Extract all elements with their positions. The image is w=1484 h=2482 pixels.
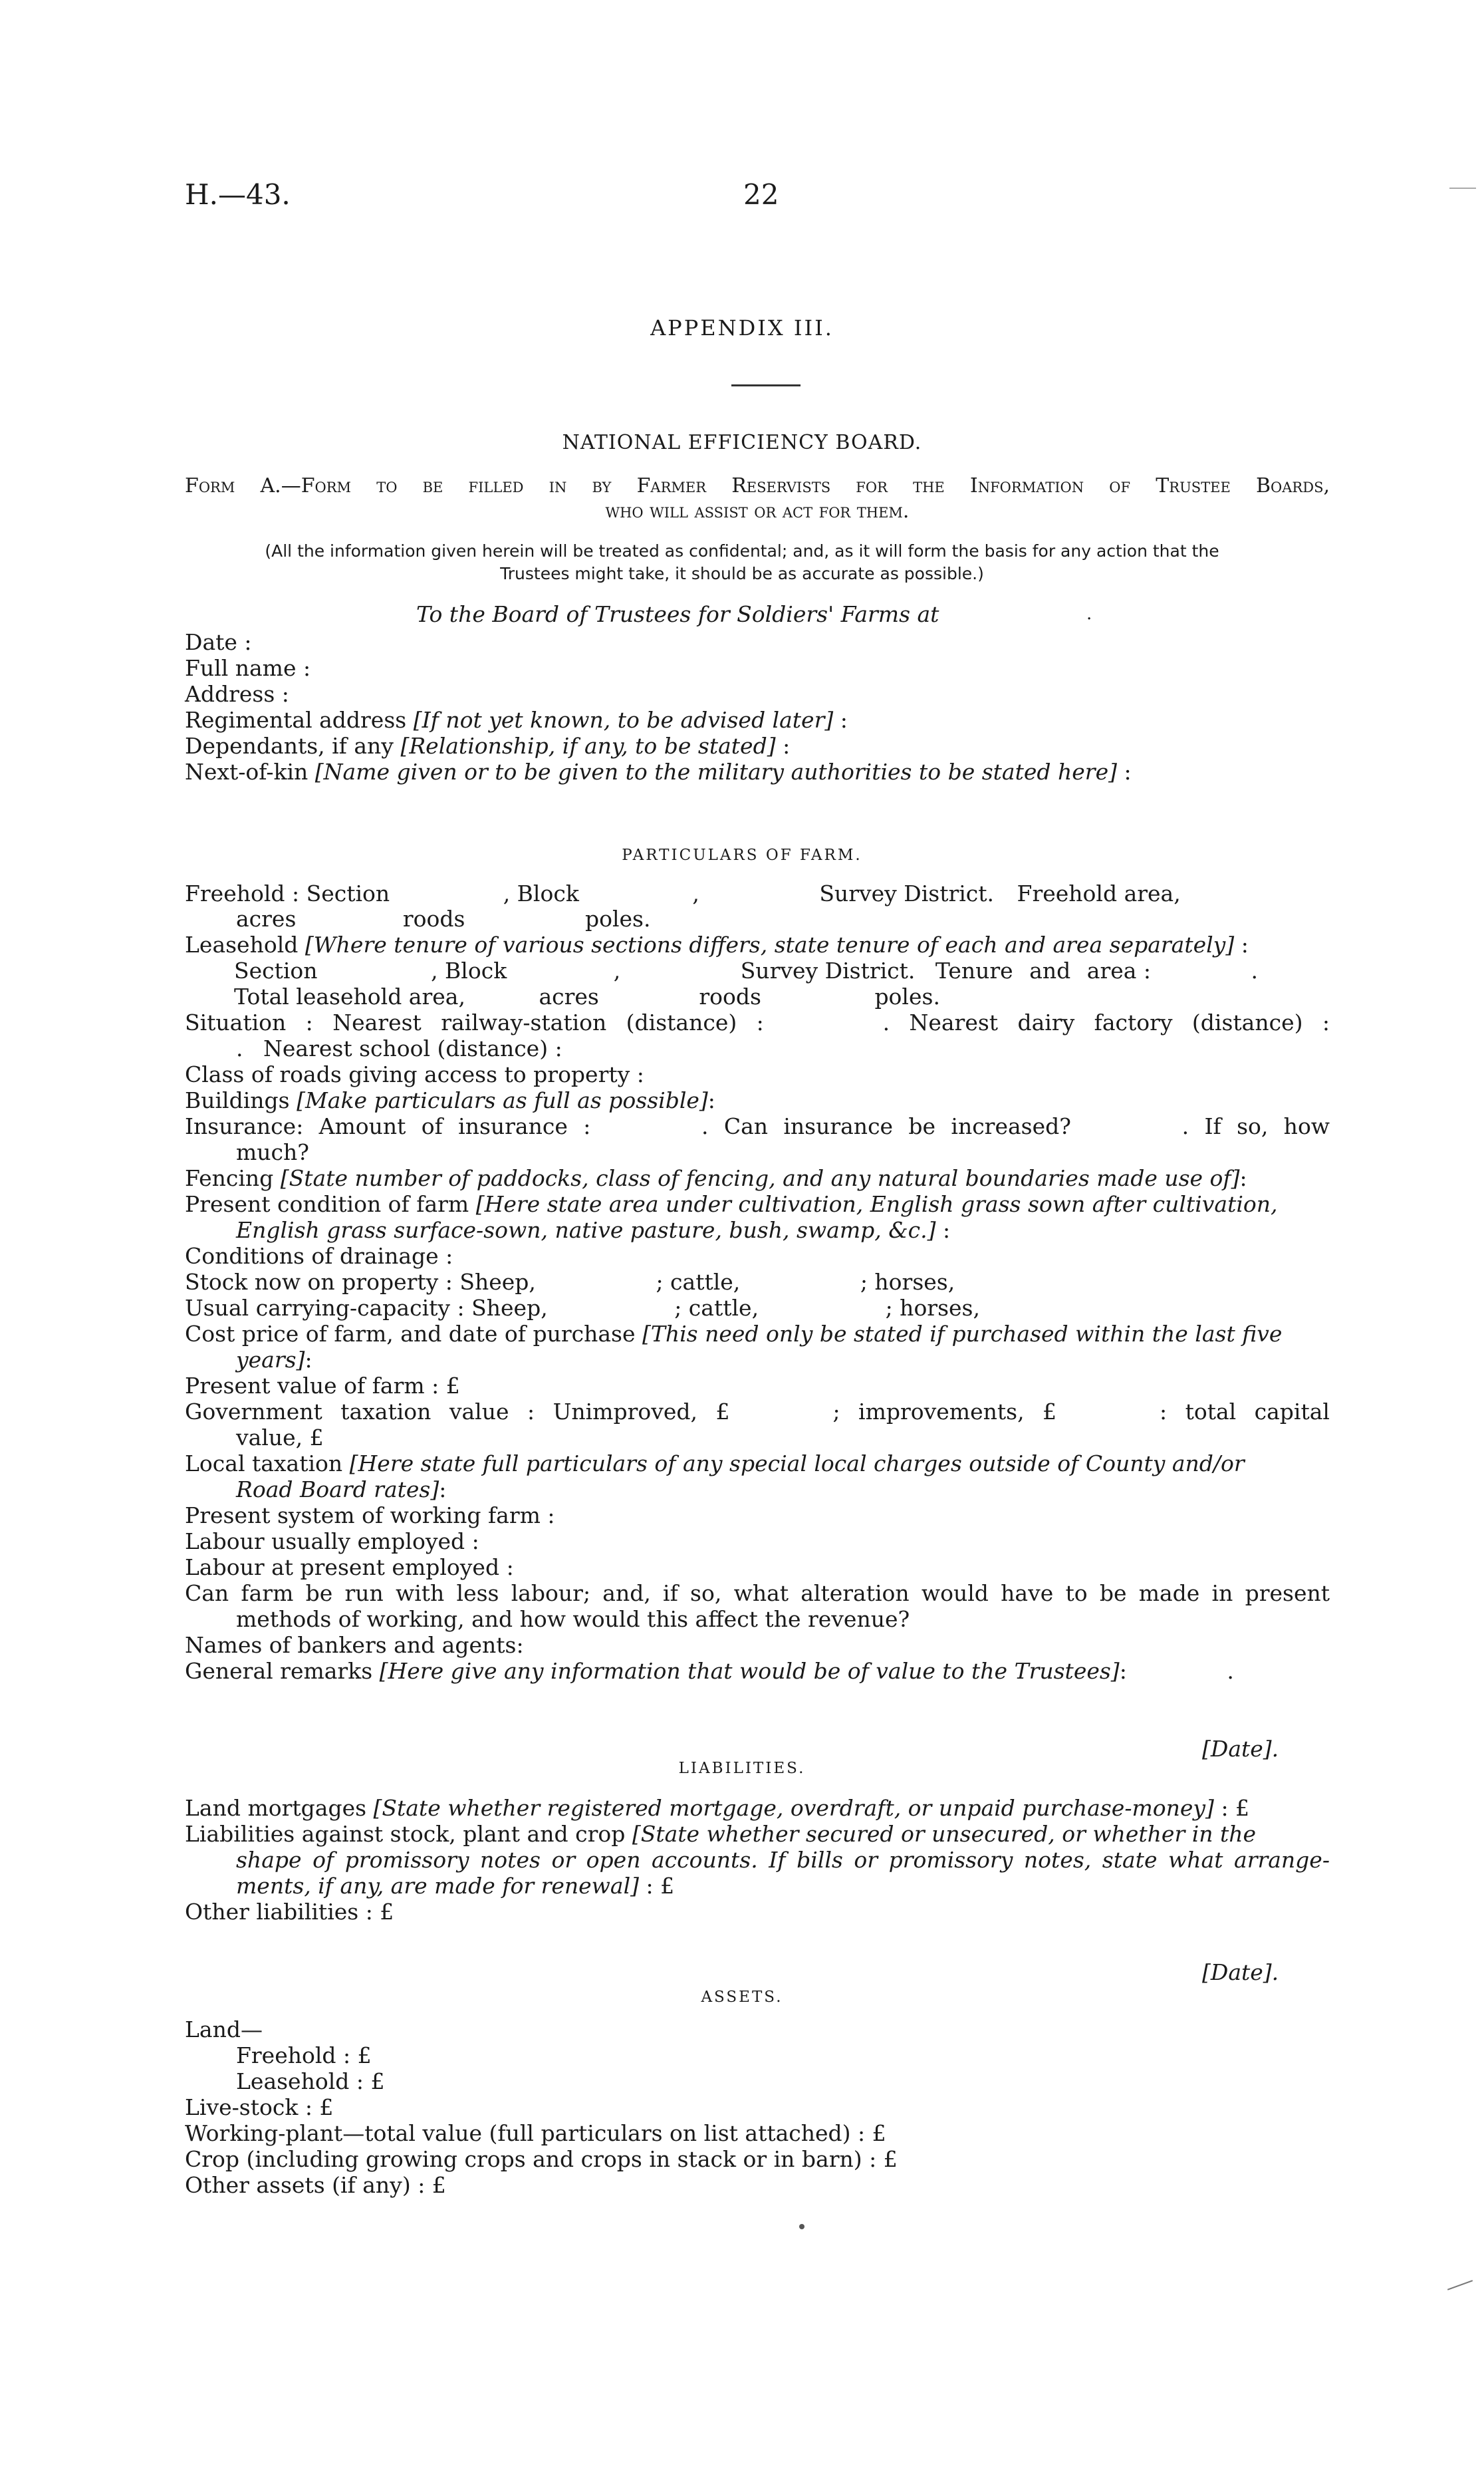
assets-freehold-field: Freehold : £: [236, 2042, 372, 2068]
cost-colon: :: [305, 1347, 312, 1373]
stock-horses: ; horses,: [860, 1269, 955, 1295]
regimental-colon: :: [840, 707, 848, 733]
leasehold-survey-district: Survey District.: [740, 958, 916, 984]
situation-school-line: [236, 1035, 562, 1062]
carrying-line: [185, 1295, 980, 1321]
freehold-acres: acres: [236, 906, 297, 932]
leasehold-dot: .: [1251, 958, 1259, 984]
carrying-sheep: Sheep,: [471, 1295, 548, 1321]
scan-mark-bottom-right: [1447, 2280, 1473, 2290]
page-number: 22: [743, 178, 779, 211]
appendix-title: APPENDIX III.: [650, 315, 834, 341]
mortgages-pound: : £: [1221, 1795, 1250, 1821]
remarks-colon: :: [1119, 1658, 1127, 1684]
against-pound: : £: [646, 1873, 675, 1899]
leasehold-area-line: [234, 984, 940, 1010]
freehold-area: Freehold area,: [1017, 881, 1181, 906]
leasehold-acres: acres: [539, 984, 599, 1010]
bankers-field: Names of bankers and agents:: [185, 1632, 524, 1658]
address-field: Address :: [185, 681, 289, 707]
cost-note: [This need only be stated if purchased within the last five: [642, 1321, 1283, 1347]
stock-liabilities-field: [185, 1821, 1256, 1848]
confidentiality-note-line-2: Trustees might take, it should be as accurate as possible.): [500, 564, 984, 583]
regimental-note: [If not yet known, to be advised later]: [413, 707, 834, 733]
stock-sheep: Sheep,: [459, 1269, 536, 1295]
condition-label: Present condition of farm: [185, 1191, 469, 1217]
particulars-heading: PARTICULARS OF FARM.: [622, 847, 862, 864]
insurance-much: much?: [236, 1139, 309, 1165]
confidentiality-note-line-1: (All the information given herein will be treated as confidental; and, as it will form the basis for any action that the: [265, 541, 1219, 561]
school-dot: .: [236, 1035, 243, 1061]
dependants-label: Dependants, if any: [185, 733, 394, 759]
insurance-if-so: If so, how: [1204, 1113, 1330, 1139]
general-remarks-field: [185, 1658, 1234, 1685]
mortgages-note: [State whether registered mortgage, overdraft, or unpaid purchase-money]: [373, 1795, 1214, 1821]
working-plant-field: Working-plant—total value (full particulars on list attached) : £: [185, 2120, 886, 2146]
leasehold-label: Leasehold: [185, 932, 299, 958]
insurance-dot-1: .: [701, 1113, 709, 1139]
cost-field-cont: [236, 1347, 312, 1373]
insurance-increase: Can insurance be increased?: [723, 1113, 1071, 1139]
dependants-field: [185, 733, 790, 759]
cost-label: Cost price of farm, and date of purchase: [185, 1321, 636, 1347]
buildings-colon: :: [707, 1087, 715, 1113]
stock-cattle: ; cattle,: [656, 1269, 741, 1295]
stock-liabilities-note-2: shape of promissory notes or open accounts. If bills or promissory notes, state what arrange-: [236, 1847, 1330, 1873]
dependants-colon: :: [783, 733, 791, 759]
condition-field: [185, 1191, 1278, 1218]
addressee-line: To the Board of Trustees for Soldiers' Farms at: [416, 601, 939, 627]
dependants-note: [Relationship, if any, to be stated]: [400, 733, 776, 759]
remarks-dot: .: [1227, 1658, 1234, 1684]
freehold-survey-district: Survey District.: [819, 881, 995, 906]
remarks-label: General remarks: [185, 1658, 373, 1684]
gov-tax-label: Government taxation value :: [185, 1399, 535, 1425]
local-tax-label: Local taxation: [185, 1450, 343, 1476]
gov-tax-unimproved: Unimproved, £: [553, 1399, 730, 1425]
cost-note-2: years]: [236, 1347, 305, 1373]
scan-mark-top-right: [1449, 188, 1476, 189]
insurance-dot-2: .: [1181, 1113, 1189, 1139]
freehold-poles: poles.: [584, 906, 651, 932]
freehold-section: Freehold : Section: [185, 881, 390, 906]
next-of-kin-label: Next-of-kin: [185, 759, 309, 785]
leasehold-comma: ,: [613, 958, 621, 984]
freehold-area-line: [236, 906, 651, 932]
nearest-school: Nearest school (distance) :: [263, 1035, 562, 1061]
local-tax-note-2: Road Board rates]: [236, 1476, 439, 1502]
situation-line: [185, 1010, 1330, 1036]
regimental-address-field: [185, 707, 848, 734]
stock-liabilities-field-cont: [236, 1873, 674, 1899]
next-of-kin-field: [185, 759, 1132, 785]
leasehold-roods: roods: [699, 984, 761, 1010]
leasehold-block: , Block: [431, 958, 507, 984]
assets-date: [Date].: [1202, 1959, 1279, 1985]
labour-present-field: Labour at present employed :: [185, 1554, 514, 1580]
fencing-note: [State number of paddocks, class of fencing, and any natural boundaries made use of]: [280, 1165, 1240, 1191]
date-field: Date :: [185, 629, 252, 655]
mortgages-label: Land mortgages: [185, 1795, 367, 1821]
against-note-3: ments, if any, are made for renewal]: [236, 1873, 640, 1899]
gov-tax-colon: :: [1159, 1399, 1168, 1425]
against-label: Liabilities against stock, plant and crop: [185, 1821, 626, 1847]
stock-label: Stock now on property :: [185, 1269, 453, 1295]
land-label: Land—: [185, 2016, 263, 2042]
insurance-line: [185, 1113, 1330, 1140]
cost-field: [185, 1321, 1282, 1347]
livestock-field: Live-stock : £: [185, 2094, 334, 2120]
working-system-field: Present system of working farm :: [185, 1502, 555, 1528]
full-name-field: Full name :: [185, 655, 311, 681]
buildings-note: [Make particulars as full as possible]: [297, 1087, 708, 1113]
condition-note: [Here state area under cultivation, English grass sown after cultivation,: [475, 1191, 1278, 1217]
next-of-kin-note: [Name given or to be given to the military authorities to be stated here]: [314, 759, 1117, 785]
insurance-label: Insurance:: [185, 1113, 304, 1139]
government-taxation-line: [185, 1399, 1330, 1425]
gov-tax-total: total capital: [1185, 1399, 1330, 1425]
liabilities-heading: LIABILITIES.: [678, 1760, 806, 1777]
scan-speck: [799, 2224, 804, 2229]
fencing-field: [185, 1165, 1247, 1192]
less-labour-field: Can farm be run with less labour; and, if so, what alteration would have to be made in present: [185, 1580, 1330, 1606]
local-tax-note: [Here state full particulars of any special local charges outside of County and/or: [349, 1450, 1245, 1476]
local-tax-colon: :: [439, 1476, 447, 1502]
carrying-cattle: ; cattle,: [674, 1295, 759, 1321]
situation-label: Situation :: [185, 1010, 313, 1035]
labour-usual-field: Labour usually employed :: [185, 1528, 479, 1554]
local-taxation-field-cont: [236, 1476, 446, 1503]
leasehold-section: Section: [234, 958, 318, 984]
land-mortgages-field: [185, 1795, 1249, 1822]
freehold-comma: ,: [692, 881, 699, 906]
carrying-horses: ; horses,: [885, 1295, 980, 1321]
freehold-block: , Block: [503, 881, 579, 906]
carrying-label: Usual carrying-capacity :: [185, 1295, 465, 1321]
leasehold-total-area: Total leasehold area,: [234, 984, 465, 1010]
addressee-dot: .: [1086, 604, 1092, 624]
remarks-note: [Here give any information that would be of value to the Trustees]: [379, 1658, 1120, 1684]
crop-field: Crop (including growing crops and crops in stack or in barn) : £: [185, 2146, 898, 2172]
fencing-colon: :: [1239, 1165, 1247, 1191]
gov-tax-improvements: ; improvements, £: [832, 1399, 1057, 1425]
leasehold-poles: poles.: [874, 984, 940, 1010]
buildings-label: Buildings: [185, 1087, 290, 1113]
liabilities-date: [Date].: [1202, 1736, 1279, 1762]
situation-dot: .: [882, 1010, 890, 1035]
board-title: NATIONAL EFFICIENCY BOARD.: [562, 431, 922, 454]
form-title-line-2: who will assist or act for them.: [605, 499, 910, 523]
leasehold-colon: :: [1241, 932, 1249, 958]
assets-heading: ASSETS.: [701, 1989, 783, 2006]
leasehold-area: area :: [1086, 958, 1152, 984]
other-assets-field: Other assets (if any) : £: [185, 2172, 446, 2198]
buildings-field: [185, 1087, 715, 1114]
title-rule: [731, 384, 801, 386]
next-of-kin-colon: :: [1124, 759, 1132, 785]
freehold-line: [185, 881, 1181, 907]
stock-line: [185, 1269, 955, 1296]
present-value-field: Present value of farm : £: [185, 1373, 460, 1399]
fencing-label: Fencing: [185, 1165, 274, 1191]
condition-colon: :: [942, 1217, 951, 1243]
insurance-amount: Amount of insurance :: [318, 1113, 591, 1139]
regimental-label: Regimental address: [185, 707, 407, 733]
leasehold-tenure: Tenure: [935, 958, 1013, 984]
nearest-dairy-factory: Nearest dairy factory (distance) :: [909, 1010, 1330, 1035]
nearest-railway: Nearest railway-station (distance) :: [332, 1010, 764, 1035]
assets-leasehold-field: Leasehold : £: [236, 2068, 385, 2094]
leasehold-section-line: [234, 958, 1258, 984]
drainage-field: Conditions of drainage :: [185, 1243, 453, 1269]
condition-note-2: English grass surface-sown, native pasture, bush, swamp, &c.]: [236, 1217, 936, 1243]
freehold-roods: roods: [402, 906, 465, 932]
gov-tax-value: value, £: [236, 1425, 324, 1450]
leasehold-and: and: [1029, 958, 1071, 984]
local-taxation-field: [185, 1450, 1245, 1477]
roads-field: Class of roads giving access to property :: [185, 1061, 644, 1087]
condition-field-cont: [236, 1217, 950, 1244]
leasehold-note: [Where tenure of various sections differs, state tenure of each and area separately]: [305, 932, 1235, 958]
document-reference: H.—43.: [185, 178, 291, 211]
form-title-line-1: Form A.—Form to be filled in by Farmer Reservists for the Information of Trustee Boards,: [185, 474, 1330, 497]
less-labour-field-cont: methods of working, and how would this affect the revenue?: [236, 1606, 910, 1632]
leasehold-line: [185, 932, 1249, 958]
other-liabilities-field: Other liabilities : £: [185, 1899, 394, 1925]
against-note: [State whether secured or unsecured, or whether in the: [632, 1821, 1257, 1847]
